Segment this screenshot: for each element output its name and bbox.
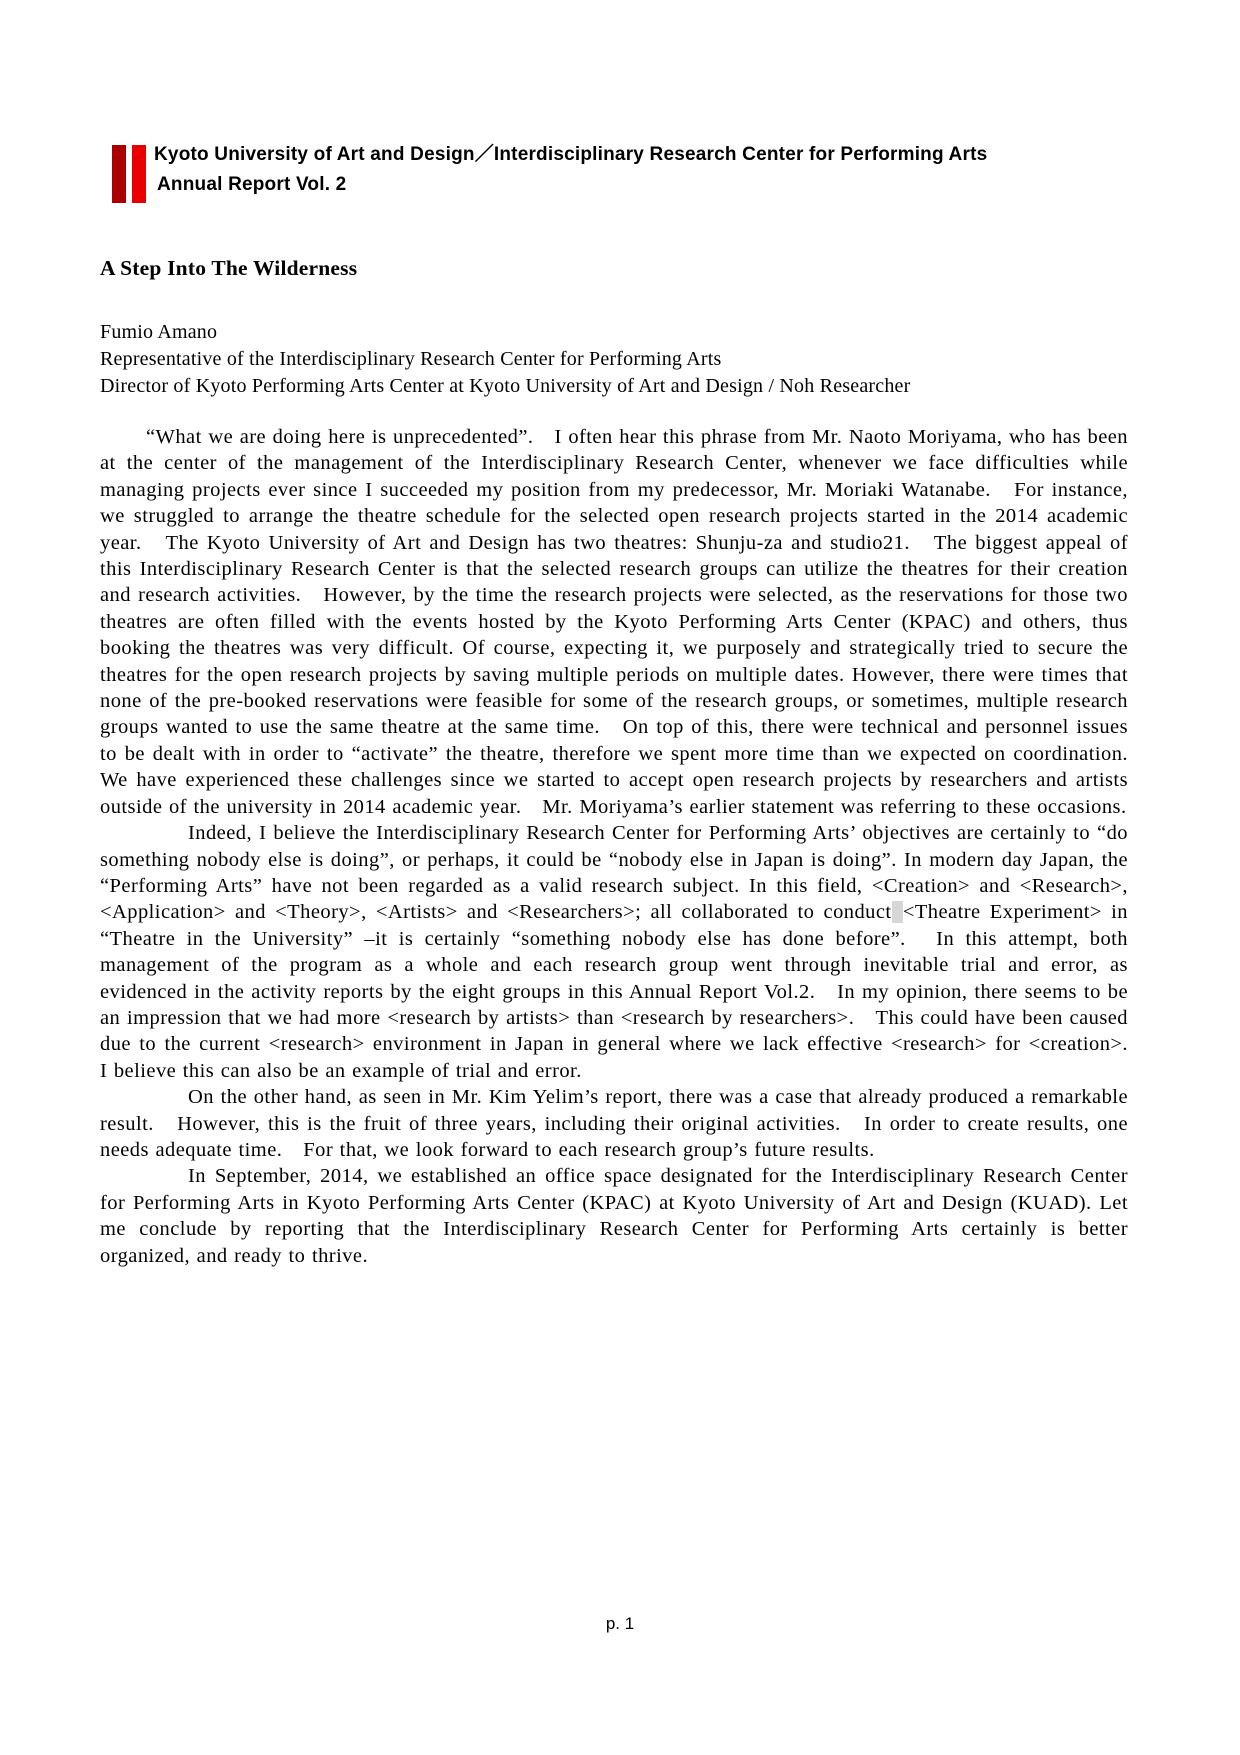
report-header [112,140,987,203]
paragraph-1: “What we are doing here is unprecedented”. I often hear this phrase from Mr. Naoto Moriyama, who has been at the center of the management of the Interdisciplinary Research Center, whenever we face difficulties while managing projects ever since I succeeded my position from my predecessor, Mr. Moriaki Watanabe. For instance, we struggled to arrange the theatre schedule for the selected open research projects started in the 2014 academic year. The Kyoto University of Art and Design has two theatres: Shunju-za and studio21. The biggest appeal of this Interdisciplinary Research Center is that the selected research groups can utilize the theatres for their creation and research activities. However, by the time the research projects were selected, as the reservations for those two theatres are often filled with the events hosted by the Kyoto Performing Arts Center (KPAC) and others, thus booking the theatres was very difficult. Of course, expecting it, we purposely and strategically tried to secure the theatres for the open research projects by saving multiple periods on multiple dates. However, there were times that none of the pre-booked reservations were feasible for some of the research groups, or sometimes, multiple research groups wanted to use the same theatre at the same time. On top of this, there were technical and personnel issues to be dealt with in order to “activate” the theatre, therefore we spent more time than we expected on coordination. We have experienced these challenges since we started to accept open research projects by researchers and artists outside of the university in 2014 academic year. Mr. Moriyama’s earlier statement was referring to these occasions. [100,426,1149,818]
article-text [100,424,1149,1269]
paragraph-2 [100,820,1149,1084]
author-role-1: Representative of the Interdisciplinary Research Center for Performing Arts [100,348,722,370]
header-line-2: Annual Report Vol. 2 [157,174,347,195]
paragraph-3: On the other hand, as seen in Mr. Kim Yelim’s report, there was a case that already produced a remarkable result. However, this is the fruit of three years, including their original activities. In order to create results, one needs adequate time. For that, we look forward to each research group’s future results. [100,1086,1128,1161]
page-number: p. 1 [605,1614,635,1633]
paragraph-2-text-after: <Theatre Experiment> in “Theatre in the University” –it is certainly “something nobody else has done before”. In this attempt, both management of the program as a whole and each research group went through inevitable trial and error, as evidenced in the activity reports by the eight groups in this Annual Report Vol.2. In my opinion, there seems to be an impression that we had more <research by artists> than <research by researchers>. This could have been caused due to the current <research> environment in Japan in general where we lack effective <research> for <creation>. I believe this can also be an example of trial and error. [100,901,1149,1082]
author-role-2: Director of Kyoto Performing Arts Center at Kyoto University of Art and Design / Noh Researcher [100,375,911,397]
header-accent-bar-bright [132,145,146,203]
document-body [100,256,1149,1269]
page-title: A Step Into The Wilderness [100,256,358,280]
paragraph-4: In September, 2014, we established an office space designated for the Interdisciplinary Research Center for Performing Arts in Kyoto Performing Arts Center (KPAC) at Kyoto University of Art and Design (KUAD). Let me conclude by reporting that the Interdisciplinary Research Center for Performing Arts certainly is better organized, and ready to thrive. [100,1165,1128,1267]
header-text [154,140,987,200]
header-accent-bar-dark [112,145,126,203]
author-name: Fumio Amano [100,321,218,343]
paragraph-2-text-before: Indeed, I believe the Interdisciplinary Research Center for Performing Arts’ objectives are certainly to “do something nobody else is doing”, or perhaps, it could be “nobody else in Japan is doing”. In modern day Japan, the “Performing Arts” have not been regarded as a valid research subject. In this field, <Creation> and <Research>, <Application> and <Theory>, <Artists> and <Researchers>; all collaborated to conduct [100,822,1128,924]
author-block [100,319,1128,400]
highlighted-space [892,901,903,923]
header-line-1: Kyoto University of Art and Design／Interdisciplinary Research Center for Performing Arts [154,144,988,165]
